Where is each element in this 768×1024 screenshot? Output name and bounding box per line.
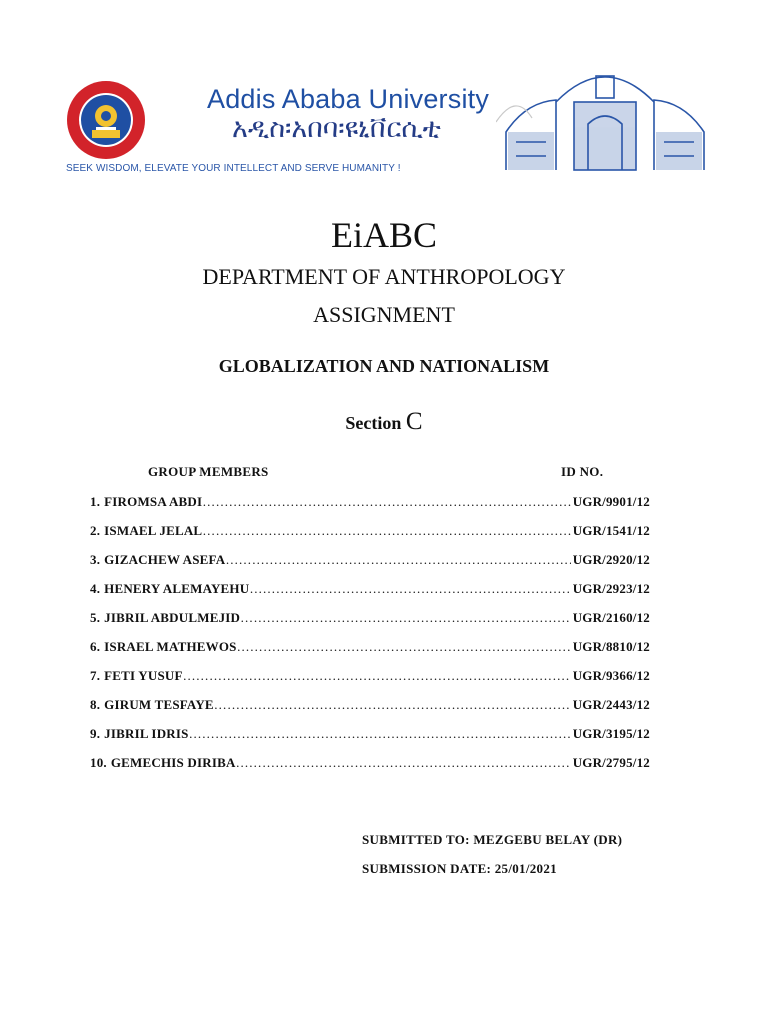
id-number-header: ID NO. — [561, 464, 604, 479]
section-label: Section — [345, 413, 402, 433]
member-number: 9. — [90, 726, 101, 741]
member-number: 5. — [90, 610, 101, 625]
list-item — [90, 753, 650, 782]
document-type-heading: ASSIGNMENT — [313, 302, 455, 327]
dot-leader — [214, 695, 571, 724]
university-seal-logo — [66, 80, 146, 160]
list-item — [90, 492, 650, 521]
member-number: 2. — [90, 523, 101, 538]
dot-leader — [249, 579, 570, 608]
member-name: HENERY ALEMAYEHU — [104, 581, 250, 596]
member-id: UGR/2795/12 — [572, 755, 650, 770]
member-name: JIBRIL ABDULMEJID — [104, 610, 241, 625]
dot-leader — [240, 608, 571, 637]
list-item — [90, 637, 650, 666]
list-item — [90, 608, 650, 637]
member-name: FETI YUSUF — [104, 668, 183, 683]
member-number: 7. — [90, 668, 101, 683]
member-name: FIROMSA ABDI — [104, 494, 203, 509]
member-number: 10. — [90, 755, 107, 770]
dot-leader — [189, 724, 571, 753]
submitted-to: SUBMITTED TO: MEZGEBU BELAY (DR) — [362, 832, 623, 847]
list-item — [90, 521, 650, 550]
member-id: UGR/9366/12 — [572, 668, 650, 683]
member-id: UGR/8810/12 — [572, 639, 650, 654]
member-name: GIZACHEW ASEFA — [104, 552, 226, 567]
member-id: UGR/2443/12 — [572, 697, 650, 712]
university-name-amharic: አዲስ፡አበባ፡ዩኒቨርሲቲ — [232, 113, 441, 144]
member-id: UGR/2920/12 — [572, 552, 650, 567]
member-number: 3. — [90, 552, 101, 567]
member-number: 1. — [90, 494, 101, 509]
section-letter: C — [405, 408, 423, 435]
list-item — [90, 550, 650, 579]
member-id: UGR/3195/12 — [572, 726, 650, 741]
member-name: GEMECHIS DIRIBA — [110, 755, 236, 770]
list-item — [90, 579, 650, 608]
section-heading — [0, 408, 768, 436]
member-number: 6. — [90, 639, 101, 654]
university-building-image — [496, 62, 714, 172]
list-item — [90, 666, 650, 695]
dot-leader — [202, 521, 570, 550]
member-number: 4. — [90, 581, 101, 596]
list-item — [90, 724, 650, 753]
member-name: JIBRIL IDRIS — [104, 726, 189, 741]
member-id: UGR/2160/12 — [572, 610, 650, 625]
list-item — [90, 695, 650, 724]
dot-leader — [183, 666, 571, 695]
dot-leader — [236, 753, 571, 782]
member-name: ISMAEL JELAL — [104, 523, 203, 538]
department-heading: DEPARTMENT OF ANTHROPOLOGY — [202, 264, 566, 289]
group-members-list — [90, 492, 650, 782]
member-id: UGR/2923/12 — [572, 581, 650, 596]
university-name: Addis Ababa University — [207, 84, 490, 114]
member-name: GIRUM TESFAYE — [104, 697, 214, 712]
member-id: UGR/9901/12 — [572, 494, 650, 509]
group-members-header: GROUP MEMBERS — [148, 464, 269, 479]
member-name: ISRAEL MATHEWOS — [104, 639, 237, 654]
dot-leader — [237, 637, 571, 666]
submission-date: SUBMISSION DATE: 25/01/2021 — [362, 861, 557, 876]
dot-leader — [202, 492, 570, 521]
dot-leader — [225, 550, 570, 579]
assignment-topic: GLOBALIZATION AND NATIONALISM — [218, 356, 550, 376]
document-title: EiABC — [330, 215, 437, 255]
member-id: UGR/1541/12 — [572, 523, 650, 538]
university-motto: SEEK WISDOM, ELEVATE YOUR INTELLECT AND SERVE HUMANITY ! — [66, 163, 401, 174]
member-number: 8. — [90, 697, 101, 712]
